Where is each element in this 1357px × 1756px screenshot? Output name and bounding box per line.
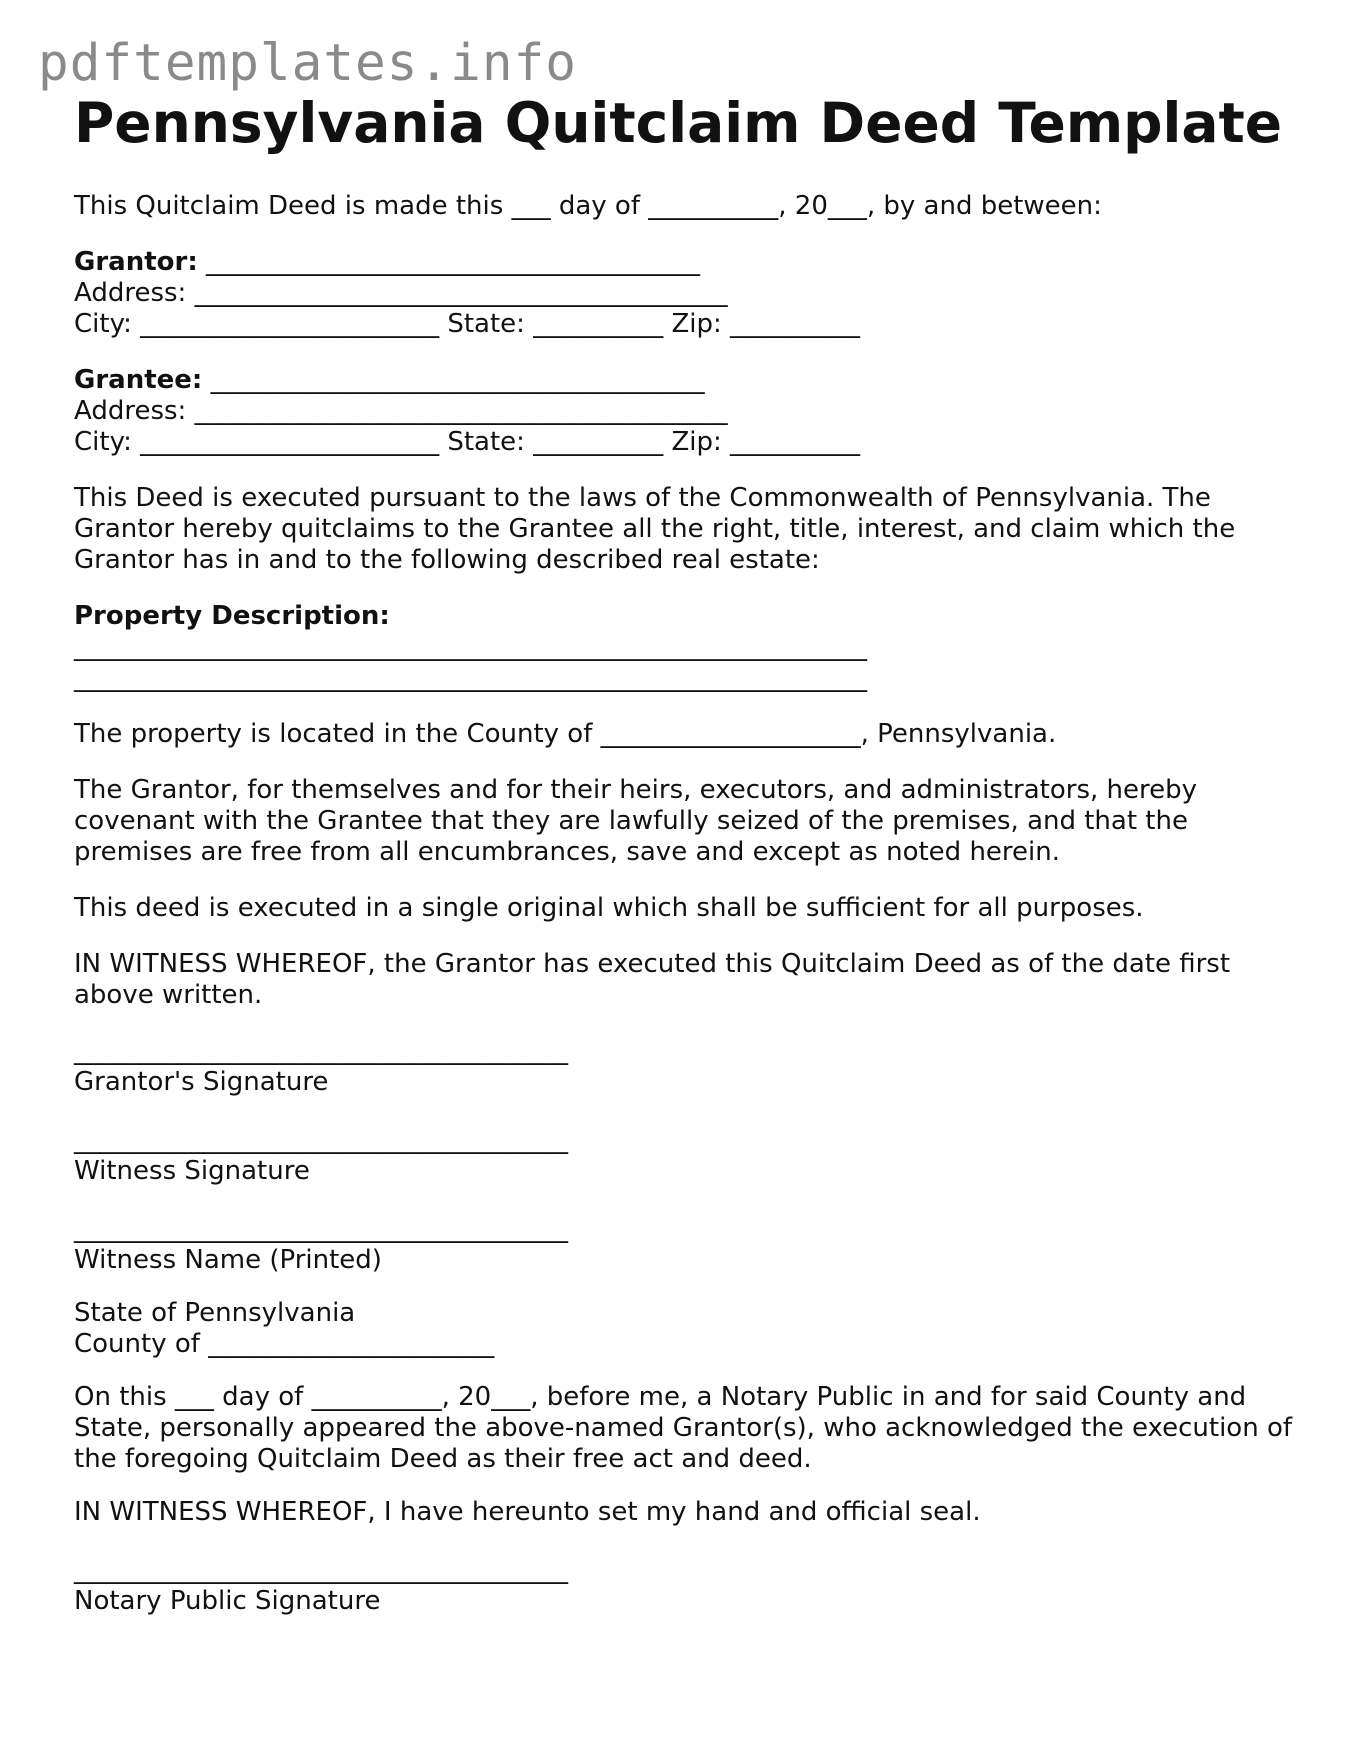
notary-signature-label: Notary Public Signature (74, 1586, 381, 1617)
property-block (74, 601, 1304, 694)
intro-line: This Quitclaim Deed is made this ___ day of __________, 20___, by and between: (74, 191, 1102, 222)
witness-signature-block (74, 1125, 1304, 1187)
witness-name-line: ______________________________________ (74, 1214, 568, 1245)
witness-signature-line: ______________________________________ (74, 1125, 568, 1156)
grantor-name-field: ______________________________________ (197, 247, 700, 278)
notary-paragraph: On this ___ day of __________, 20___, before me, a Notary Public in and for said County and State, personally appeared the above-named Grantor(s), who acknowledged the execution of the foregoing Quitclaim Deed as their free act and deed. (74, 1382, 1293, 1475)
grantor-address-field: Address: _________________________________________ (74, 278, 728, 309)
page-title: Pennsylvania Quitclaim Deed Template (74, 91, 1283, 155)
witness-name-label: Witness Name (Printed) (74, 1245, 382, 1276)
notary-county: County of ______________________ (74, 1329, 495, 1360)
grantee-block (74, 365, 1304, 458)
grantor-city-state-zip: City: _______________________ State: __________ Zip: __________ (74, 309, 861, 340)
witness-whereof-paragraph: IN WITNESS WHEREOF, the Grantor has executed this Quitclaim Deed as of the date first above written. (74, 949, 1231, 1011)
watermark: pdftemplates.info (38, 34, 577, 93)
grantee-city-state-zip: City: _______________________ State: __________ Zip: __________ (74, 427, 861, 458)
grantor-signature-label: Grantor's Signature (74, 1067, 329, 1098)
property-line-1: _____________________________________________________________ (74, 632, 867, 663)
notary-seal-paragraph: IN WITNESS WHEREOF, I have hereunto set my hand and official seal. (74, 1497, 981, 1528)
document (74, 92, 1304, 1617)
notary-signature-block (74, 1555, 1304, 1617)
property-heading: Property Description: (74, 601, 390, 632)
grantor-block (74, 247, 1304, 340)
notary-venue-block (74, 1298, 1304, 1360)
grantee-address-field: Address: _________________________________________ (74, 396, 728, 427)
grantor-signature-block (74, 1036, 1304, 1098)
grantor-label: Grantor: (74, 247, 198, 278)
original-paragraph: This deed is executed in a single original which shall be sufficient for all purposes. (74, 893, 1144, 924)
notary-state: State of Pennsylvania (74, 1298, 356, 1329)
grantee-label: Grantee: (74, 365, 203, 396)
covenant-paragraph: The Grantor, for themselves and for their heirs, executors, and administrators, hereby covenant with the Grantee that they are lawfully seized of the premises, and that the premises are free from all encumbrances, save and except as noted herein. (74, 775, 1198, 868)
county-paragraph: The property is located in the County of ____________________, Pennsylvania. (74, 719, 1057, 750)
witness-name-block (74, 1214, 1304, 1276)
grantor-signature-line: ______________________________________ (74, 1036, 568, 1067)
laws-paragraph: This Deed is executed pursuant to the laws of the Commonwealth of Pennsylvania. The Grantor hereby quitclaims to the Grantee all the right, title, interest, and claim which the Grantor has in and to the following described real estate: (74, 483, 1236, 576)
property-line-2: _____________________________________________________________ (74, 663, 867, 694)
grantee-name-field: ______________________________________ (202, 365, 705, 396)
witness-signature-label: Witness Signature (74, 1156, 310, 1187)
notary-signature-line: ______________________________________ (74, 1555, 568, 1586)
